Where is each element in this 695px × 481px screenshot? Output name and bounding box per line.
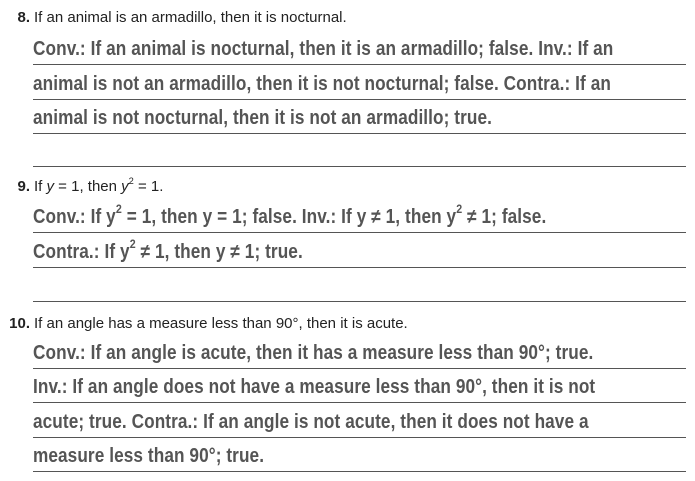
answer-text: acute; true. Contra.: If an angle is not acute, then it does not have a (33, 411, 589, 433)
answer-line (33, 65, 686, 100)
question-number: 10. (9, 315, 30, 332)
answer-line (33, 437, 686, 472)
answer-line-blank (33, 132, 686, 167)
answer-text: Conv.: If an animal is nocturnal, then it is an armadillo; false. Inv.: If an (33, 38, 614, 60)
question-number: 8. (17, 9, 30, 26)
answer-line (33, 334, 686, 369)
question-number: 9. (17, 178, 30, 195)
question-text: If y = 1, then $y^2 = 1$. (34, 175, 164, 195)
answer-line (33, 368, 686, 403)
answer-line (33, 198, 686, 233)
answer-line-blank (33, 267, 686, 302)
answer-line (33, 99, 686, 134)
question-text: If an angle has a measure less than 90°, then it is acute. (34, 315, 408, 332)
answer-text: measure less than 90°; true. (33, 445, 265, 467)
answer-text: Conv.: If $y^2 = 1$, then y = 1; false. Inv.: If y ≠ 1, then $y^2 \ne 1$; false. (33, 202, 547, 228)
answer-text: animal is not an armadillo, then it is not nocturnal; false. Contra.: If an (33, 73, 611, 95)
question-8 (8, 9, 347, 27)
answer-text: Conv.: If an angle is acute, then it has a measure less than 90°; true. (33, 342, 594, 364)
question-9 (8, 175, 164, 196)
question-text: If an animal is an armadillo, then it is nocturnal. (34, 9, 347, 26)
answer-text: animal is not nocturnal, then it is not an armadillo; true. (33, 107, 493, 129)
answer-line (33, 233, 686, 268)
answer-text: Contra.: If $y^2 \ne 1$, then y ≠ 1; true. (33, 237, 303, 263)
answer-text: Inv.: If an angle does not have a measure less than 90°, then it is not (33, 376, 596, 398)
question-10 (8, 315, 408, 333)
answer-line (33, 403, 686, 438)
answer-line (33, 30, 686, 65)
